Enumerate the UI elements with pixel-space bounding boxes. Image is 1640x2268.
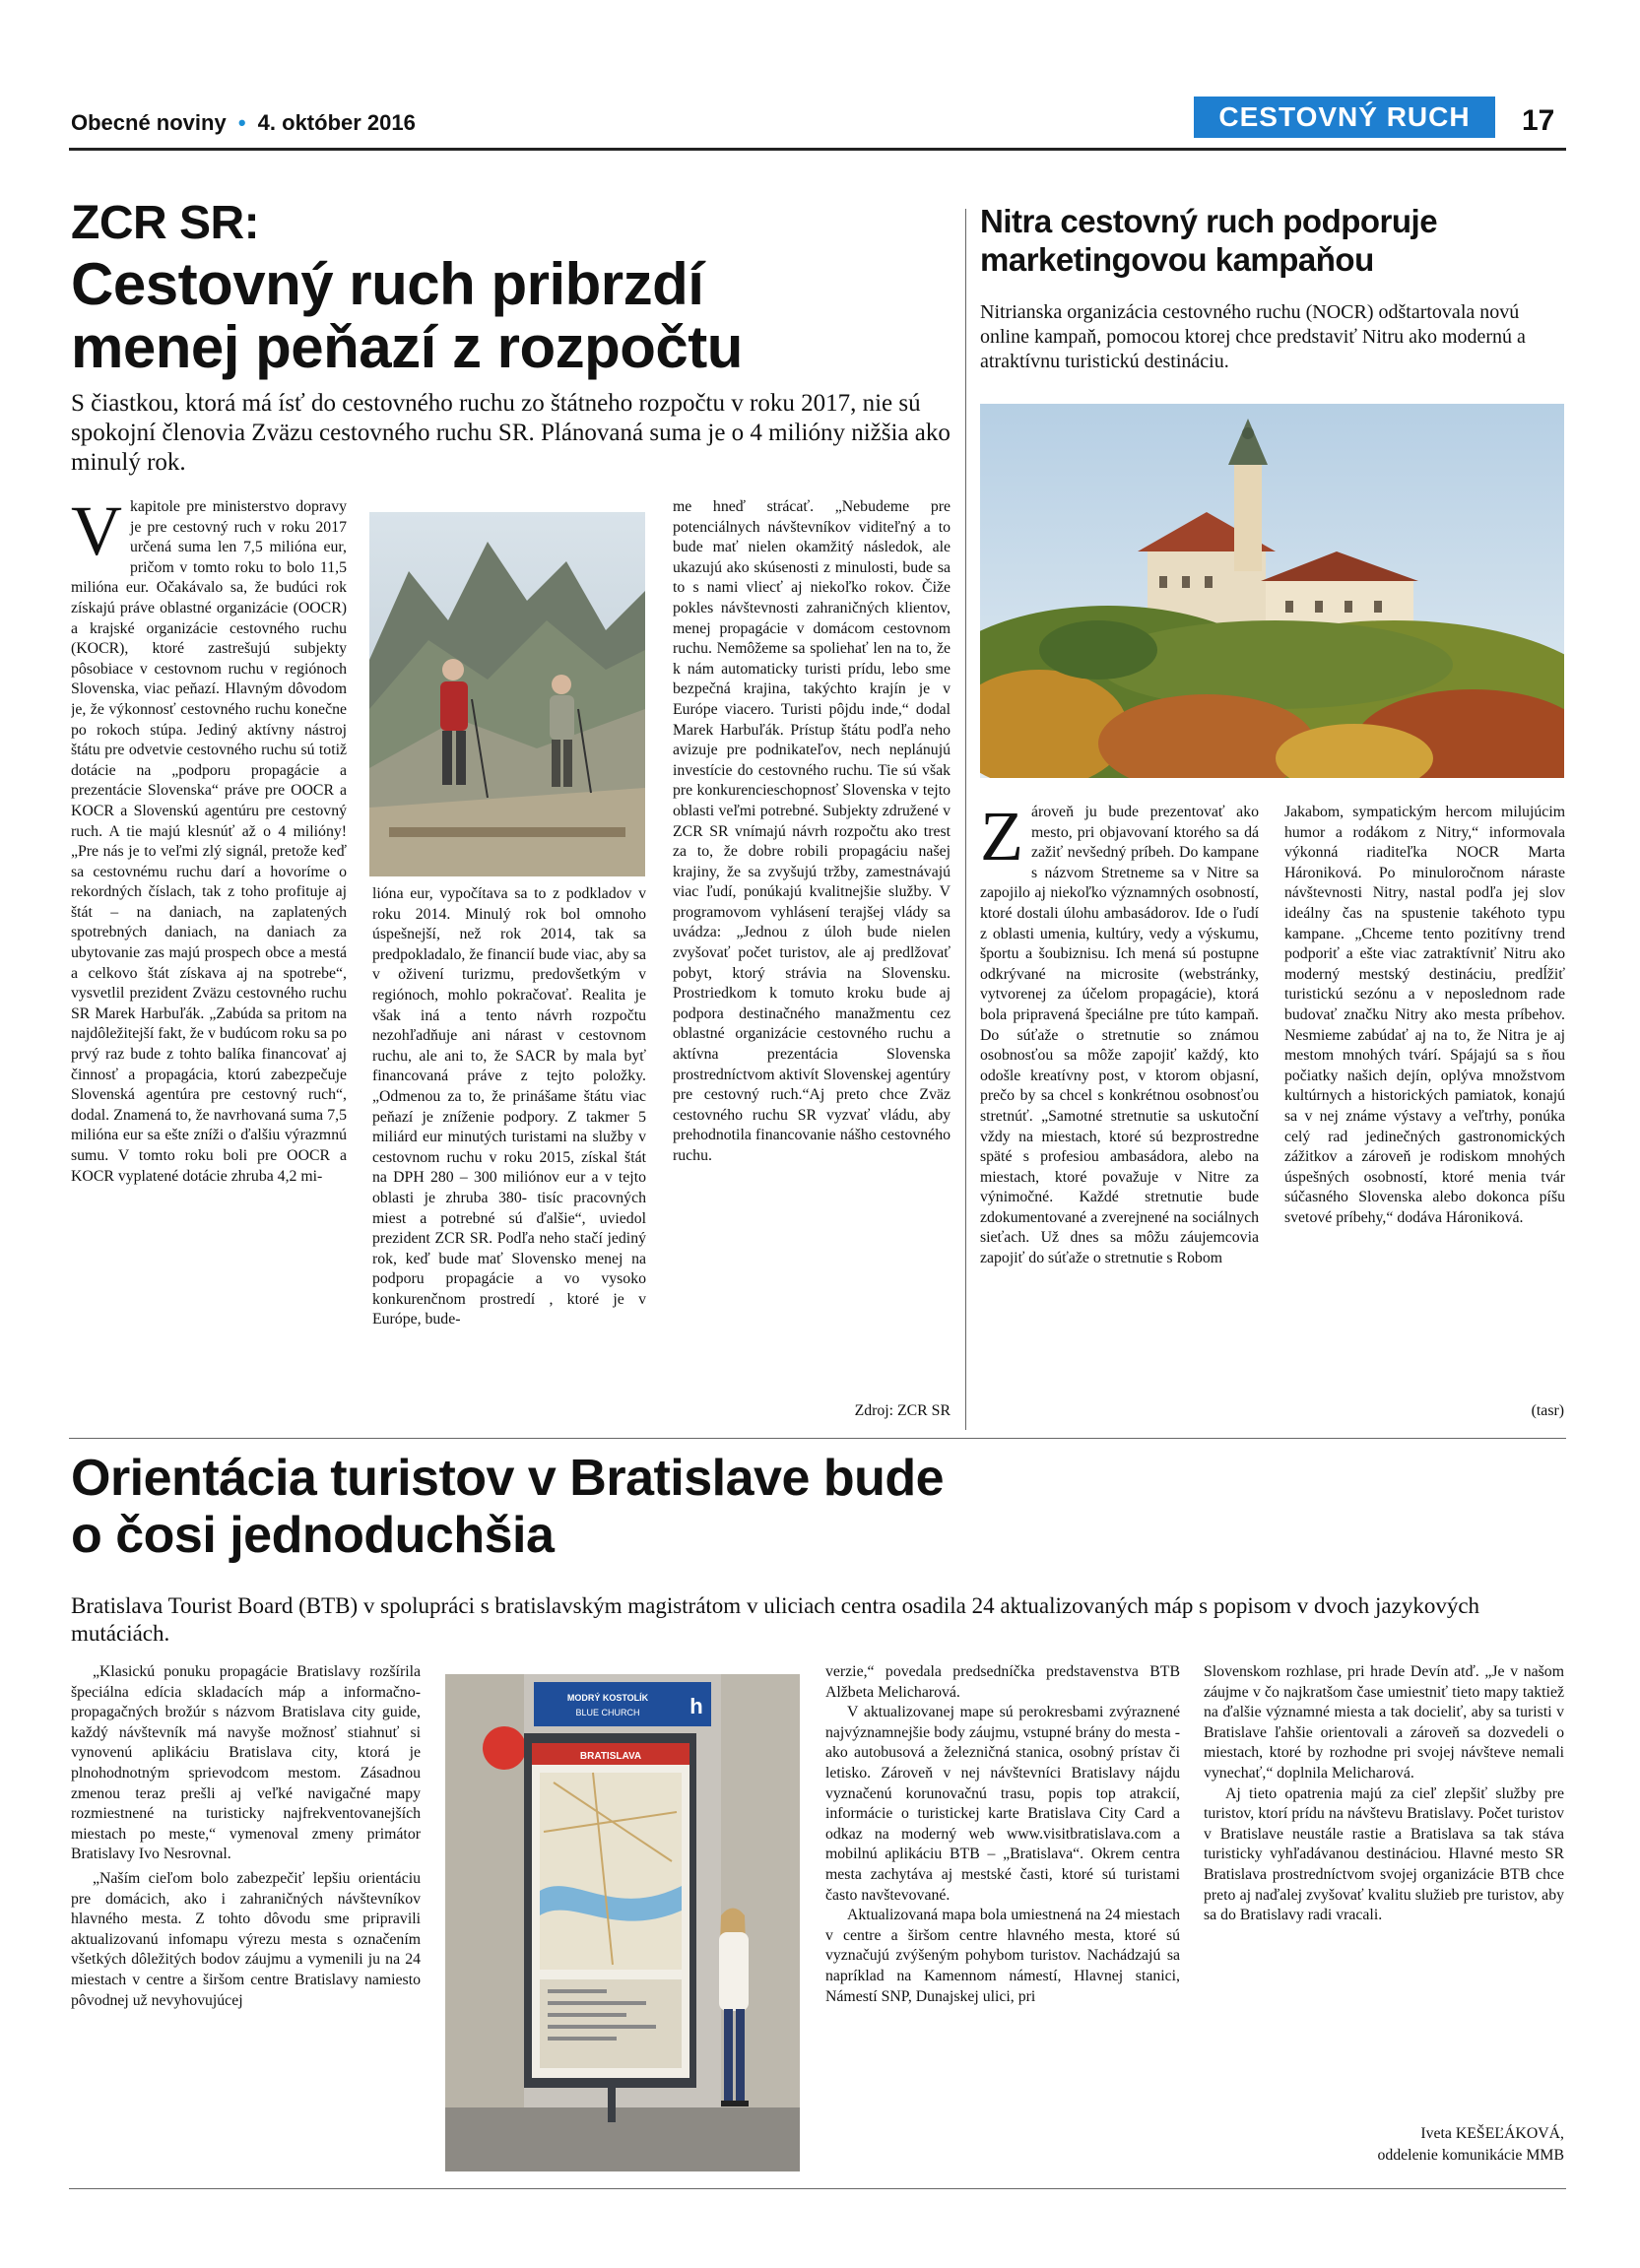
issue-date: 4. október 2016 <box>257 110 416 135</box>
header-rule <box>69 148 1566 151</box>
article3-col3-para2: Aj tieto opatrenia majú za cieľ zlepšiť služby pre turistov, ktorí prídu na návštevu Bratislavy. Počet turistov v Bratislave neustále rastie a Bratislava sa tak stáva turisticky vyhľadávanou destináciou. Hlavné mesto SR Bratislava prostredníctvom svojej organizácie BTB chce preto aj naďalej zvyšovať kvalitu služieb pre turistov, aby sa do Bratislavy radi vracali. <box>1204 1784 1564 1924</box>
article3-col2-para1: verzie,“ povedala predsedníčka predstavenstva BTB Alžbeta Melicharová. <box>825 1663 1180 1701</box>
footer-rule <box>69 2188 1566 2189</box>
article3-col2-para2: V aktualizovanej mape sú perokresbami zvýraznené najvýznamnejšie body záujmu, vstupné brány do mesta - ako autobusová a železničná stanica, osobný prístav či letisko. Zároveň v nej návštevníci Bratislavy nájdu vyznačenú korunovačnú trasu, popis top atrakcií, informácie o turistickej karte Bratislava City Card a odkaz na moderný web www.visitbratislava.com a mobilnú aplikáciu BTB – „Bratislava“. Okrem centra mesta zachytáva aj mestské časti, ktoré sú turistami často navštevované. <box>825 1704 1180 1904</box>
article1-col2-text: lióna eur, vypočítava sa to z podkladov v roku 2014. Minulý rok bol omnoho úspešnejší, než rok 2014, tak sa predpokladalo, že financií bude viac, aby sa v oživení turizmu, predovšetkým v regiónoch, mohlo pokračovať. Realita je však iná a tento návrh rozpočtu nezohľadňuje ani nárast v cestovnom ruchu, ale ani to, že SACR by mala byť financovaná práve z tejto položky.„Odmenou za to, že prinášame štátu viac peňazí je zníženie podpory. Z takmer 5 miliárd eur minutých turistami na služby v cestovnom ruchu v roku 2015, získal štát na DPH 280 – 300 miliónov eur a v tejto oblasti je zhruba 380- tisíc pracovných miest a potrebné sú ďalšie“, uviedol prezident ZCR SR. Podľa neho stačí jediný rok, keď bude mať Slovensko menej na podporu propagácie a vo vysoko konkurenčnom prostredí , ktoré je v Európe, bude- <box>372 885 646 1328</box>
article3-author-role: oddelenie komunikácie MMB <box>1377 2147 1564 2164</box>
column-divider-vertical <box>965 209 966 1430</box>
article3-title-line2: o čosi jednoduchšia <box>71 1507 555 1564</box>
article3-col1-para1: „Klasickú ponuku propagácie Bratislavy rozšírila špeciálna edícia skladacích máp a informačno-propagačných brožúr s názvom Bratislava city guide, každý návštevník má navyše možnosť stiahnuť si vynovenú aplikáciu Bratislava city, ktorá je plnohodnotným sprievodcom mestom. Zásadnou zmenou teraz prešli aj veľké navigačné mapy rozmiestnené na turisticky najfrekventovanejších miestach po meste,“ vymenoval zmeny primátor Bratislavy Ivo Nesrovnal. <box>71 1663 421 1863</box>
article1-source: Zdroj: ZCR SR <box>854 1402 951 1419</box>
article3-lead: Bratislava Tourist Board (BTB) v spolupráci s bratislavským magistrátom v uliciach centra osadila 24 aktualizovaných máp s popisom v dvoch jazykových mutáciách. <box>71 1593 1480 1646</box>
red-shop-sign <box>483 1726 526 1770</box>
article2-lead: Nitrianska organizácia cestovného ruchu (NOCR) odštartovala novú online kampaň, pomocou ktorej chce predstaviť Nitru ako modernú a atraktívnu turistickú destináciu. <box>980 301 1526 372</box>
article2-col2 <box>1284 803 1565 1393</box>
publication-name: Obecné noviny <box>71 110 227 135</box>
section-badge <box>1194 97 1495 138</box>
article2-col1-text: ároveň ju bude prezentovať ako mesto, pri objavovaní ktorého sa dá zažiť nevšedný príbeh. Do kampane s názvom Stretneme sa v Nitre sa zapojilo aj niekoľko významných osobností, ktoré dostali úlohu ambasádorov. Ide o ľudí z oblasti umenia, kultúry, vedy a výskumu, športu a šoubiznisu. Ich mená sú postupne odkrývané na microsite (webstránky, vytvorenej za účelom propagácie), ktorá bola pripravená špeciálne pre túto kampaň. Do súťaže o stretnutie so známou osobnosťou sa môže zapojiť každý, kto odošle kreatívny post, v ktorom objasní, prečo by sa chcel s konkrétnou osobnosťou stretnúť. „Samotné stretnutie sa uskutoční vždy na miestach, ktoré sú bezprostredne späté s profesiou ambasádora, alebo na miestach, ktoré považuje v Nitre za výnimočné. Každé stretnutie bude zdokumentované a zverejnené na sociálnych sieťach. Už dnes sa môžu záujemcovia zapojiť do súťaže o stretnutie s Robom <box>980 804 1259 1267</box>
map-board <box>524 1733 696 2122</box>
section-label: CESTOVNÝ RUCH <box>1218 101 1471 132</box>
nitra-castle-photo <box>980 404 1564 778</box>
article2-col2-text: Jakabom, sympatickým hercom milujúcim humor a rodákom z Nitry,“ informovala výkonná riaditeľka NOCR Marta Hároniková. Po minuloročnom náraste návštevnosti Nitry, nastal podľa jej slov ideálny čas na spustenie takéhoto typu kampane. „Chceme tento pozitívny trend podporiť a ešte viac zatraktívniť Nitru ako moderný mestský destináciu, predĺžiť turistickú sezónu a v neposlednom rade budovať značku Nitry ako mesta príbehov. Nesmieme zabúdať aj na to, že Nitra je aj mestom mnohých tvárí. Spájajú sa s ňou počiatky našich dejín, oplýva množstvom kultúrnych a historických pamiatok, konajú sa v nej známe výstavy a veľtrhy, ponúka celý rad jedinečných gastronomických zážitkov a zároveň je rodiskom mnohých úspešných osobností, ktoré menia tvár súčasného Slovenska alebo dokonca píšu svetové príbehy,“ dodáva Hároniková. <box>1284 804 1565 1226</box>
article3-col3-para1: Slovenskom rozhlase, pri hrade Devín atď. „Je v našom záujme v čo najkratšom čase umiestniť tieto mapy taktiež na ďalšie významné miesta a tak docieliť, aby sa turisti v Bratislave ľahšie orientovali a zároveň sa dozvedeli o miestach, ktoré by rozhodne pri svojej návšteve nemali vynechať,“ doplnila Melicharová. <box>1204 1663 1564 1782</box>
article1-col1 <box>71 497 347 1428</box>
article1-col1-text: kapitole pre ministerstvo dopravy je pre cestovný ruch v roku 2017 určená suma len 7,5 milióna eur, pričom v tomto roku to bolo 11,5 milióna eur. Očakávalo sa, že budúci rok získajú práve oblastné organizácie (OOCR) a krajské organizácie cestovného ruchu (KOCR), ktoré zastrešujú subjekty pôsobiace v cestovnom ruchu v regiónoch Slovenska, viac peňazí. Hlavným dôvodom je, že výkonnosť cestovného ruchu konečne po rokoch stúpa. Jediný aktívny nástroj štátu pre odvetvie cestovného ruchu sú totiž dotácie na „podporu propagácie a prezentácie Slovenska“ práve pre OOCR a KOCR a Slovenskú agentúru pre cestovný ruch. A tie majú klesnúť až o 4 milióny!„Pre nás je to veľmi zlý signál, pretože keď sa cestovnému ruchu darí a hovoríme o rekordných číslach, tak z toho profituje aj štát – na daniach, na zaplatených spotrebných daniach, na daniach za ubytovanie zas majú prospech obce a mestá a celkovo štát získava aj na spotrebe“, vysvetlil prezident Zväzu cestovného ruchu SR Marek Harbuľák. „Zabúda sa pritom na najdôležitejší fakt, že v budúcom roku sa po prvý raz bude z tohto balíka financovať aj činnosť a propagácia, ktorú zabezpečuje Slovenská agentúra pre cestovný ruch“, dodal. Znamená to, že navrhovaná suma 7,5 milióna eur sa ešte zníži o ďalšiu výrazmnú sumu. V tomto roku boli pre OOCR a KOCR vyplatené dotácie zhruba 4,2 mi- <box>71 498 347 1185</box>
sign-text-2: BLUE CHURCH <box>575 1708 640 1717</box>
map-board-photo <box>445 1674 800 2171</box>
article3-col2 <box>825 1662 1180 2179</box>
article3-author: Iveta KEŠEĽÁKOVÁ, <box>1420 2125 1564 2142</box>
map-board-image <box>445 1674 800 2171</box>
article1-col3 <box>673 497 951 1398</box>
article2-drop-cap: Z <box>980 803 1023 875</box>
article3-col1-para2: „Naším cieľom bolo zabezpečiť lepšiu orientáciu pre domácich, ako i zahraničných návštevníkov hlavného mesta. Z tohto dôvodu sme pripravili aktualizovanú infomapu výrezu mesta s označením všetkých dôležitých bodov záujmu a vymenili ju na 24 miestach v centre a širšom centre Bratislavy namiesto pôvodnej už nevyhovujúcej <box>71 1869 421 2009</box>
mid-page-rule <box>69 1438 1566 1439</box>
article2-source: (tasr) <box>1531 1402 1564 1419</box>
article3-col1 <box>71 1662 421 2179</box>
article1-drop-cap: V <box>71 497 122 570</box>
sign-letter: h <box>689 1694 703 1718</box>
article1-col2 <box>372 884 646 1428</box>
article2-title-line1: Nitra cestovný ruch podporuje <box>980 203 1438 239</box>
article3-title-line1: Orientácia turistov v Bratislave bude <box>71 1450 945 1507</box>
article1-col3-text: me hneď strácať. „Nebudeme pre potenciálnych návštevníkov viditeľný a to bude mať nielen okamžitý následok, ale ukazujú ako skúsenosti z minulosti, bude sa to s nami vliecť aj niekoľko rokov. Čiže pokles návštevnosti zahraničných klientov, menej propagácie v domácom cestovnom ruchu. Nemôžeme sa spoliehať len na to, že k nám automaticky turisti prídu, lebo sme bezpečná krajina, takýchto krajín je v Európe viacero. Turisti pôjdu inde,“ dodal Marek Harbuľák. Prístup štátu podľa neho avizuje pre podnikateľov, nech neplánujú investície do cestovného ruchu. Tie sú však pre konkurencieschopnosť Slovenska v tejto oblasti veľmi potrebné. Subjekty združené v ZCR SR vnímajú návrh rozpočtu ako trest za to, že dobre robili propagáciu našej krajiny, že sa zvyšujú tržby, zamestnávajú viac ľudí, ponúkajú kvalitnejšie služby. V programovom vyhlásení terajšej vlády sa uvádza: „Jednou z úloh bude nielen zvyšovať počet turistov, ale aj predlžovať pobyt, ktorý strávia na Slovensku. Prostriedkom k tomuto kroku bude aj podpora destinačného manažmentu cez oblastné organizácie cestovného ruchu a aktívna prezentácia Slovenska prostredníctvom aktivít Slovenskej agentúry pre cestovný ruch.“Aj preto chce Zväz cestovného ruchu SR vyzvať vládu, aby prehodnotila financovanie nášho cestovného ruchu. <box>673 498 951 1164</box>
nitra-castle-image <box>980 404 1564 778</box>
publication-header <box>71 110 416 136</box>
sign-text-1: MODRÝ KOSTOLÍK <box>566 1693 649 1703</box>
hikers-photo <box>369 512 645 876</box>
article2-col1 <box>980 803 1259 1433</box>
article3-col2-para3: Aktualizovaná mapa bola umiestnená na 24 miestach v centre a širšom centre hlavného mesta, ktoré sú vyznačujú zvýšeným pohybom turistov. Nachádzajú sa napríklad na Kamennom námestí, Hlavnej stanici, Námestí SNP, Dunajskej ulici, pri <box>825 1907 1180 2005</box>
street-sign <box>534 1682 711 1726</box>
article1-title-line2: menej peňazí z rozpočtu <box>71 314 743 380</box>
board-title: BRATISLAVA <box>579 1751 642 1762</box>
article2-title-line2: marketingovou kampaňou <box>980 241 1374 278</box>
hikers-photo-image <box>369 512 645 876</box>
article1-lead: S čiastkou, ktorá má ísť do cestovného ruchu zo štátneho rozpočtu v roku 2017, nie sú spokojní členovia Zväzu cestovného ruchu SR. Plánovaná suma je o 4 milióny nižšia ako minulý rok. <box>71 390 951 476</box>
article1-kicker: ZCR SR: <box>71 197 260 249</box>
page-number: 17 <box>1522 104 1555 137</box>
article3-col3 <box>1204 1662 1564 2096</box>
article1-title-line1: Cestovný ruch pribrzdí <box>71 251 704 317</box>
header-bullet: • <box>237 110 246 135</box>
